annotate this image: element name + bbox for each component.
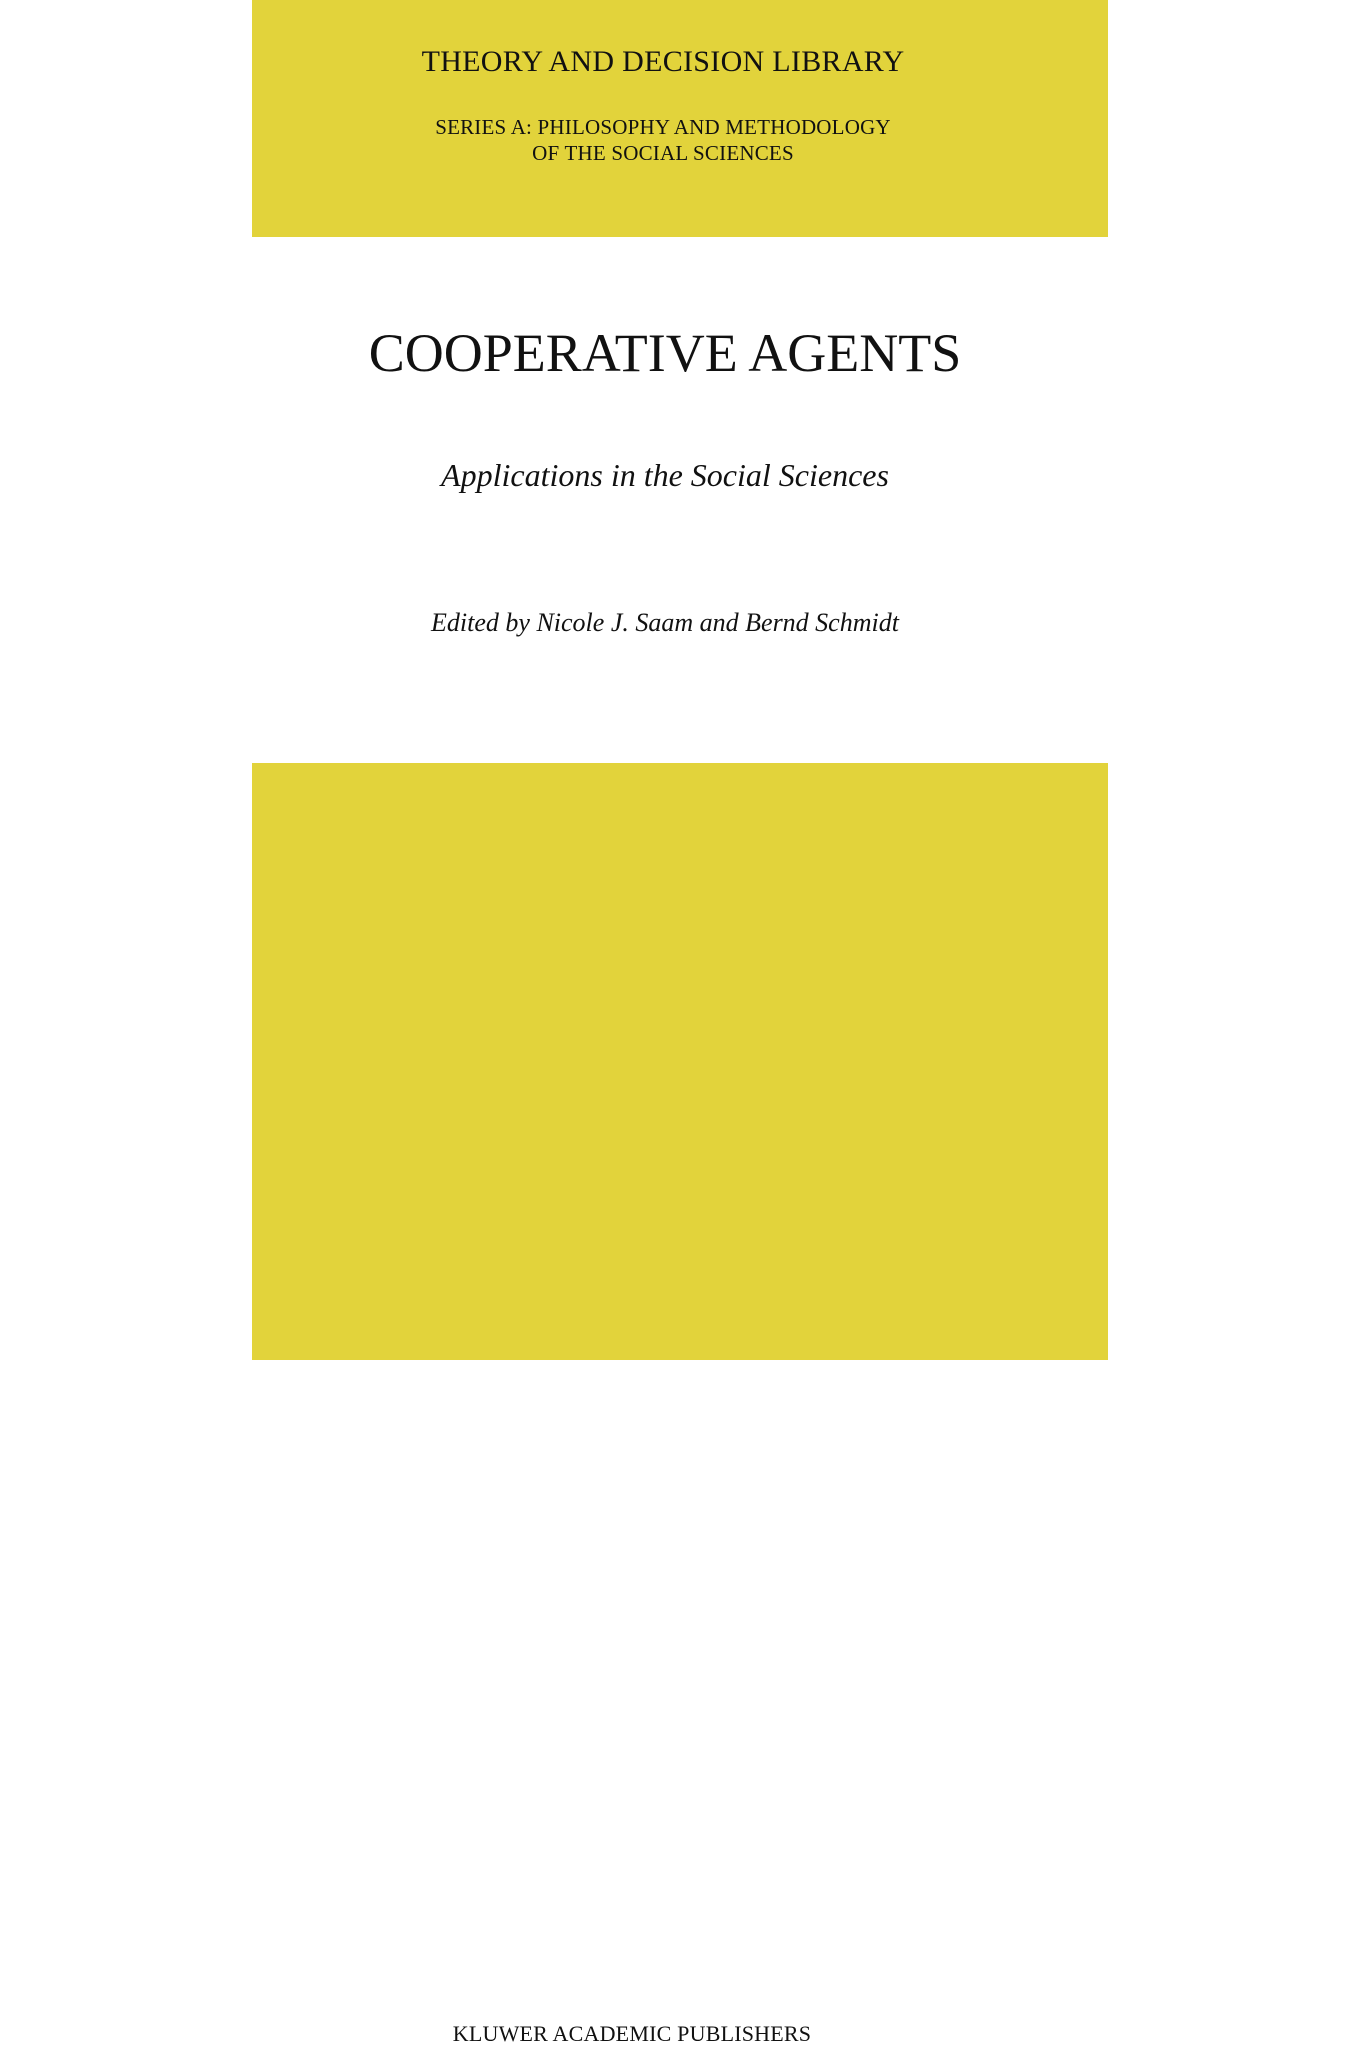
book-title: COOPERATIVE AGENTS: [368, 323, 962, 383]
series-line-1: SERIES A: PHILOSOPHY AND METHODOLOGY: [435, 115, 891, 139]
book-cover: [252, 0, 1108, 2046]
bottom-color-band: [252, 763, 1108, 2046]
library-title: THEORY AND DECISION LIBRARY: [421, 45, 905, 78]
book-subtitle: Applications in the Social Sciences: [441, 457, 889, 493]
editors-line: Edited by Nicole J. Saam and Bernd Schmidt: [431, 608, 899, 637]
publisher-name: KLUWER ACADEMIC PUBLISHERS: [452, 2021, 812, 2046]
series-line-2: OF THE SOCIAL SCIENCES: [532, 141, 794, 165]
top-color-band: [252, 0, 1108, 237]
